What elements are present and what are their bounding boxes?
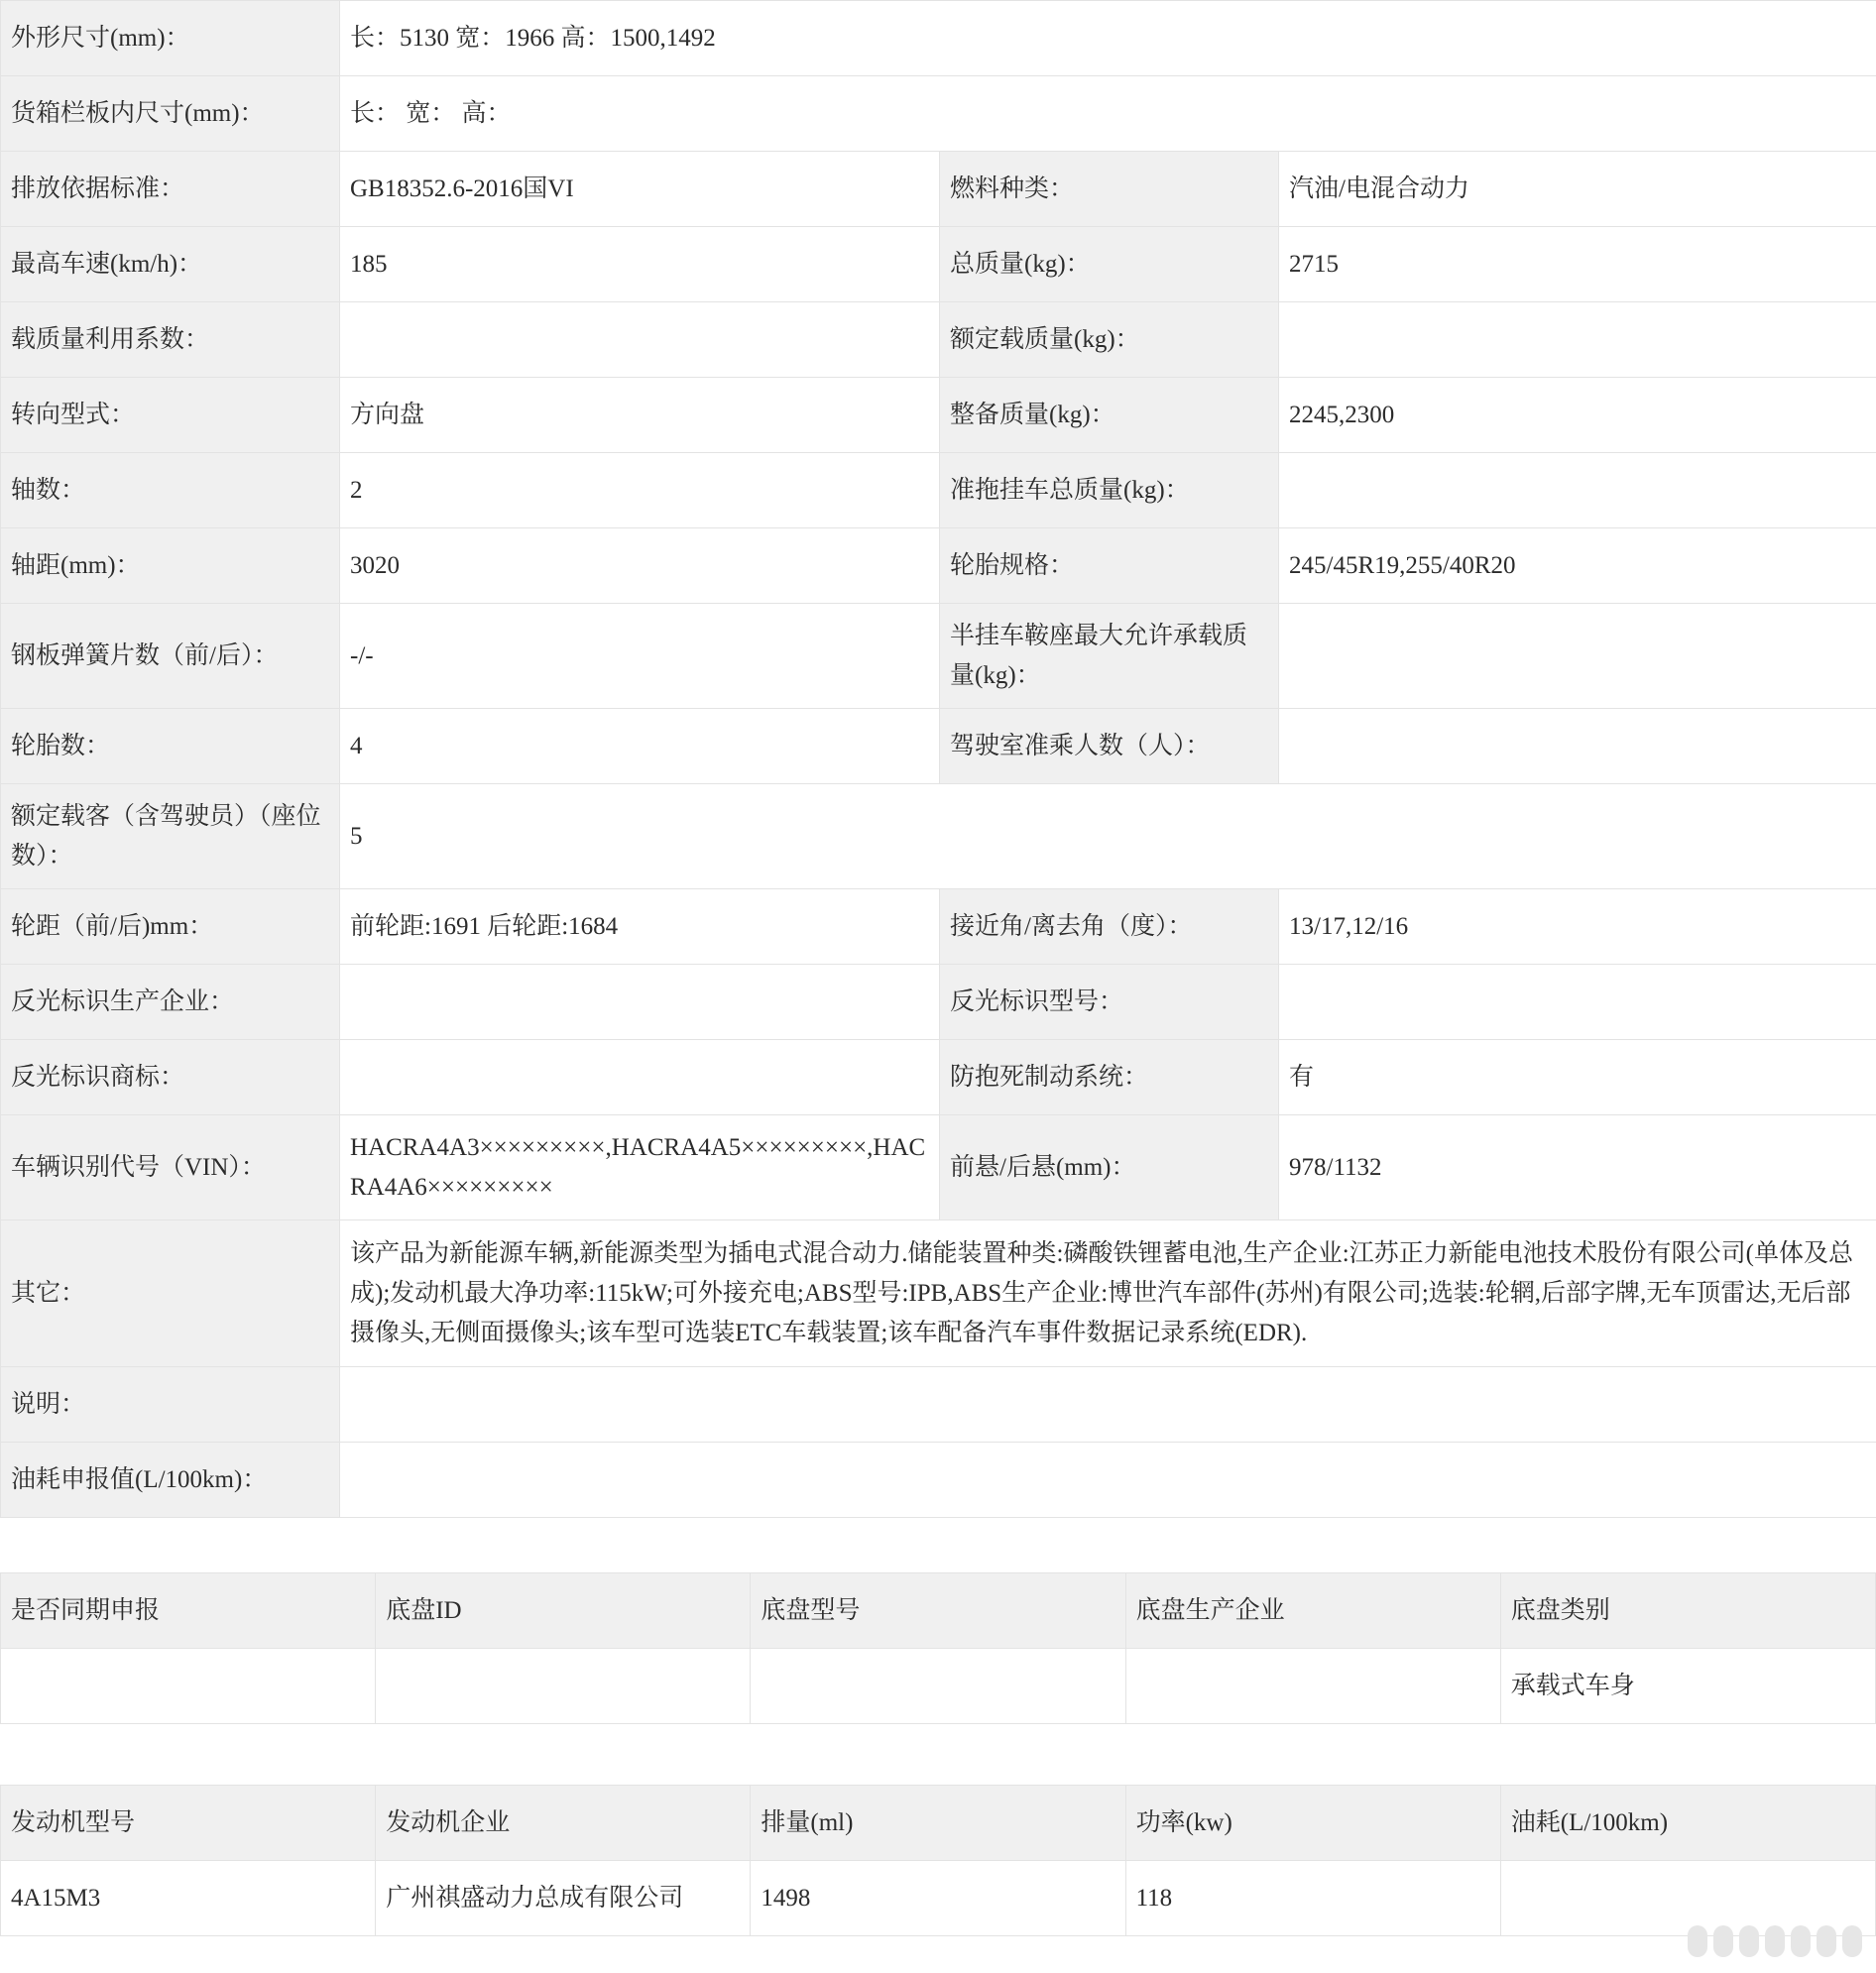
engine-maker-value: 广州祺盛动力总成有限公司: [376, 1861, 751, 1936]
chassis-header-concurrent: 是否同期申报: [1, 1573, 376, 1649]
vin-label: 车辆识别代号（VIN）：: [1, 1115, 340, 1220]
fuel-consumption-value: [340, 1443, 1876, 1518]
spec-row: [1, 227, 1876, 302]
engine-displacement-value: 1498: [751, 1861, 1125, 1936]
spec-row: [1, 378, 1876, 453]
passengers-label: 额定载客（含驾驶员）（座位数）：: [1, 784, 340, 889]
wheelbase-label: 轴距(mm)：: [1, 528, 340, 604]
steering-value: 方向盘: [340, 378, 940, 453]
load-coef-value: [340, 302, 940, 378]
reflect-model-value: [1279, 965, 1876, 1040]
chassis-id-value: [376, 1649, 751, 1724]
chassis-table: [0, 1572, 1876, 1724]
chassis-header-id: 底盘ID: [376, 1573, 751, 1649]
trailer-mass-label: 准拖挂车总质量(kg)：: [940, 453, 1279, 528]
rated-load-label: 额定载质量(kg)：: [940, 302, 1279, 378]
cab-seats-label: 驾驶室准乘人数（人）：: [940, 709, 1279, 784]
passengers-value: 5: [340, 784, 1876, 889]
chassis-header-type: 底盘类别: [1500, 1573, 1875, 1649]
curb-mass-label: 整备质量(kg)：: [940, 378, 1279, 453]
angles-label: 接近角/离去角（度）：: [940, 889, 1279, 965]
spec-row: [1, 76, 1876, 152]
axles-label: 轴数：: [1, 453, 340, 528]
notes-label: 说明：: [1, 1367, 340, 1443]
trailer-mass-value: [1279, 453, 1876, 528]
chassis-header-model: 底盘型号: [751, 1573, 1125, 1649]
leaf-springs-label: 钢板弹簧片数（前/后）：: [1, 604, 340, 709]
rated-load-value: [1279, 302, 1876, 378]
spec-row: [1, 1040, 1876, 1115]
emission-value: GB18352.6-2016国VI: [340, 152, 940, 227]
notes-value: [340, 1367, 1876, 1443]
watermark-logo: [1688, 1925, 1862, 1957]
reflect-model-label: 反光标识型号：: [940, 965, 1279, 1040]
spec-row: [1, 453, 1876, 528]
chassis-header-maker: 底盘生产企业: [1125, 1573, 1500, 1649]
max-speed-value: 185: [340, 227, 940, 302]
emission-label: 排放依据标准：: [1, 152, 340, 227]
spec-row: [1, 302, 1876, 378]
abs-value: 有: [1279, 1040, 1876, 1115]
table-row: [1, 1861, 1876, 1936]
max-speed-label: 最高车速(km/h)：: [1, 227, 340, 302]
chassis-type-value: 承载式车身: [1500, 1649, 1875, 1724]
cab-seats-value: [1279, 709, 1876, 784]
spec-row: [1, 784, 1876, 889]
axles-value: 2: [340, 453, 940, 528]
other-label: 其它：: [1, 1220, 340, 1367]
engine-power-value: 118: [1125, 1861, 1500, 1936]
table-header-row: [1, 1786, 1876, 1861]
cargo-dims-label: 货箱栏板内尺寸(mm)：: [1, 76, 340, 152]
spec-row: [1, 1443, 1876, 1518]
reflect-brand-value: [340, 1040, 940, 1115]
dimensions-label: 外形尺寸(mm)：: [1, 1, 340, 76]
steering-label: 转向型式：: [1, 378, 340, 453]
engine-header-power: 功率(kw): [1125, 1786, 1500, 1861]
track-label: 轮距（前/后)mm：: [1, 889, 340, 965]
reflect-maker-label: 反光标识生产企业：: [1, 965, 340, 1040]
fuel-value: 汽油/电混合动力: [1279, 152, 1876, 227]
vin-value: HACRA4A3×××××××××,HACRA4A5×××××××××,HACRA4A6×××××××××: [340, 1115, 940, 1220]
overhang-label: 前悬/后悬(mm)：: [940, 1115, 1279, 1220]
chassis-maker-value: [1125, 1649, 1500, 1724]
saddle-load-value: [1279, 604, 1876, 709]
table-header-row: [1, 1573, 1876, 1649]
dimensions-value: 长：5130 宽：1966 高：1500,1492: [340, 1, 1876, 76]
chassis-model-value: [751, 1649, 1125, 1724]
tire-spec-value: 245/45R19,255/40R20: [1279, 528, 1876, 604]
gross-mass-value: 2715: [1279, 227, 1876, 302]
overhang-value: 978/1132: [1279, 1115, 1876, 1220]
engine-table: [0, 1785, 1876, 1936]
engine-header-consumption: 油耗(L/100km): [1500, 1786, 1875, 1861]
saddle-load-label: 半挂车鞍座最大允许承载质量(kg)：: [940, 604, 1279, 709]
spec-row: [1, 152, 1876, 227]
engine-header-displacement: 排量(ml): [751, 1786, 1125, 1861]
spec-row: [1, 889, 1876, 965]
tire-count-value: 4: [340, 709, 940, 784]
spec-row: [1, 604, 1876, 709]
wheelbase-value: 3020: [340, 528, 940, 604]
spec-row: [1, 1367, 1876, 1443]
curb-mass-value: 2245,2300: [1279, 378, 1876, 453]
chassis-concurrent-value: [1, 1649, 376, 1724]
spec-row: [1, 965, 1876, 1040]
spec-row: [1, 1220, 1876, 1367]
fuel-consumption-label: 油耗申报值(L/100km)：: [1, 1443, 340, 1518]
reflect-brand-label: 反光标识商标：: [1, 1040, 340, 1115]
angles-value: 13/17,12/16: [1279, 889, 1876, 965]
abs-label: 防抱死制动系统：: [940, 1040, 1279, 1115]
track-value: 前轮距:1691 后轮距:1684: [340, 889, 940, 965]
tire-count-label: 轮胎数：: [1, 709, 340, 784]
table-row: [1, 1649, 1876, 1724]
leaf-springs-value: -/-: [340, 604, 940, 709]
engine-header-maker: 发动机企业: [376, 1786, 751, 1861]
spec-row: [1, 1115, 1876, 1220]
spec-row: [1, 709, 1876, 784]
spec-row: [1, 528, 1876, 604]
other-value: 该产品为新能源车辆,新能源类型为插电式混合动力.储能装置种类:磷酸铁锂蓄电池,生产企业:江苏正力新能电池技术股份有限公司(单体及总成);发动机最大净功率:115kW;可外接充电;ABS型号:IPB,ABS生产企业:博世汽车部件(苏州)有限公司;选装:轮辋,后部字牌,无车顶雷达,无后部摄像头,无侧面摄像头;该车型可选装ETC车载装置;该车配备汽车事件数据记录系统(EDR).: [340, 1220, 1876, 1367]
engine-header-model: 发动机型号: [1, 1786, 376, 1861]
gross-mass-label: 总质量(kg)：: [940, 227, 1279, 302]
fuel-label: 燃料种类：: [940, 152, 1279, 227]
tire-spec-label: 轮胎规格：: [940, 528, 1279, 604]
cargo-dims-value: 长： 宽： 高：: [340, 76, 1876, 152]
load-coef-label: 载质量利用系数：: [1, 302, 340, 378]
engine-model-value: 4A15M3: [1, 1861, 376, 1936]
reflect-maker-value: [340, 965, 940, 1040]
spec-row: [1, 1, 1876, 76]
